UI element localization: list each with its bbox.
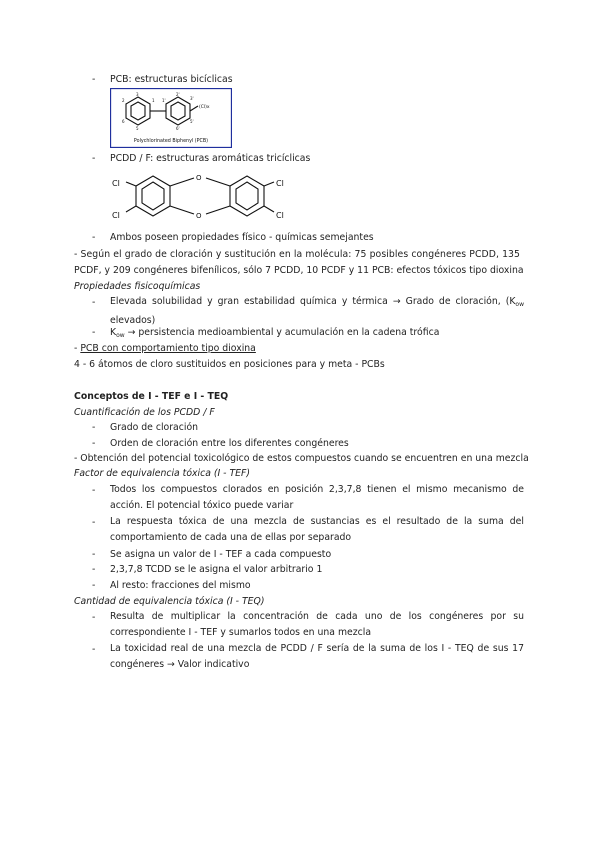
pcdd-structure-diagram	[110, 168, 300, 228]
bullet-dash: -	[92, 422, 96, 433]
pos-label: 2	[122, 98, 125, 103]
chlorine-label: Cl	[112, 179, 120, 188]
pos-label: 6	[122, 119, 125, 124]
factor-item: La respuesta tóxica de una mezcla de sustancias es el resultado de la suma del comportamiento de cada una de ellas por separado	[110, 516, 524, 543]
ring-left-inner	[142, 182, 164, 210]
chlorine-label: Cl	[276, 179, 284, 188]
obtencion-line: - Obtención del potencial toxicológico de estos compuestos cuando se encuentren en una mezcla	[74, 453, 529, 464]
bullet-dash: -	[92, 564, 96, 575]
cantidad-item: Resulta de multiplicar la concentración de cada uno de los congéneres por su correspondiente I - TEF y sumarlos todos en una mezcla	[110, 611, 524, 638]
kow-k: K	[110, 327, 117, 338]
bullet-dash: -	[92, 297, 96, 308]
pos-label: 3	[136, 92, 139, 97]
congeneres-line-1: - Según el grado de cloración y sustitución en la molécula: 75 posibles congéneres PCDD, 135	[74, 249, 521, 260]
kow-subscript: ow	[116, 332, 125, 339]
pcb-figure-caption: Polychlorinated Biphenyl (PCB)	[133, 139, 209, 144]
pos-label: 1	[152, 98, 155, 103]
ring-right-inner	[236, 182, 258, 210]
bullet-dash: -	[92, 485, 96, 496]
prop-item-1	[110, 294, 524, 329]
factor-item: Al resto: fracciones del mismo	[110, 580, 251, 591]
pcb-structure-diagram	[110, 88, 232, 148]
oxygen-label: O	[196, 174, 202, 182]
bullet-dash: -	[92, 644, 96, 655]
pos-label: 5'	[190, 119, 194, 124]
cuant-item: Orden de cloración entre los diferentes congéneres	[110, 438, 349, 449]
pcb-chlorine-label: (Cl)x	[199, 105, 210, 110]
pos-label: 6'	[176, 126, 180, 131]
chlorine-label: Cl	[112, 211, 120, 220]
pcb-structure-figure	[110, 88, 232, 148]
prop-heading: Propiedades fisicoquímicas	[74, 281, 201, 292]
bullet-dash: -	[92, 517, 96, 528]
cl-bond	[264, 182, 274, 186]
congeneres-line-2: PCDF, y 209 congéneres bifenílicos, sólo 7 PCDD, 10 PCDF y 11 PCB: efectos tóxicos tipo dioxina	[74, 265, 524, 276]
prop-item-1-text: Elevada solubilidad y gran estabilidad química y térmica → Grado de cloración, (K	[110, 296, 516, 307]
oxygen-label: O	[196, 212, 202, 220]
bullet-dash: -	[92, 612, 96, 623]
pos-label: 3'	[190, 96, 194, 101]
prop-item-2	[110, 327, 439, 342]
cuant-heading: Cuantificación de los PCDD / F	[74, 407, 215, 418]
bullet-dash: -	[92, 438, 96, 449]
factor-heading: Factor de equivalencia tóxica (I - TEF)	[74, 468, 251, 479]
prop-item-1-end: elevados)	[110, 315, 156, 326]
pcb-dioxina-prefix: -	[74, 343, 81, 354]
pos-label: 5	[136, 126, 139, 131]
chlorine-label: Cl	[276, 211, 284, 220]
bullet-dash: -	[92, 549, 96, 560]
bond	[206, 206, 230, 214]
pcb-dioxina-line	[74, 343, 256, 355]
pcb-item: PCB: estructuras bicíclicas	[110, 74, 233, 85]
bullet-dash: -	[92, 327, 96, 338]
cuant-item: Grado de cloración	[110, 422, 199, 433]
bond	[206, 178, 230, 186]
pos-label: 1'	[162, 98, 166, 103]
prop-item-2-text: → persistencia medioambiental y acumulación en la cadena trófica	[124, 327, 440, 338]
pcdd-item: PCDD / F: estructuras aromáticas tricíclicas	[110, 153, 311, 164]
cl-bond	[264, 206, 274, 212]
bullet-dash: -	[92, 232, 96, 243]
pcb-dioxina-text: PCB con comportamiento tipo dioxina	[80, 343, 256, 354]
bond	[170, 178, 194, 186]
cl-bond	[126, 206, 136, 212]
factor-item: Se asigna un valor de I - TEF a cada compuesto	[110, 549, 332, 560]
factor-item: Todos los compuestos clorados en posición 2,3,7,8 tienen el mismo mecanismo de acción. El potencial tóxico puede variar	[110, 484, 524, 511]
cantidad-heading: Cantidad de equivalencia tóxica (I - TEQ)	[74, 596, 265, 607]
bond	[170, 206, 194, 214]
factor-item: 2,3,7,8 TCDD se le asigna el valor arbitrario 1	[110, 564, 323, 575]
cl-bond	[126, 182, 136, 186]
section-heading-conceptos: Conceptos de I - TEF e I - TEQ	[74, 391, 229, 402]
pos-label: 2'	[176, 92, 180, 97]
bullet-dash: -	[92, 580, 96, 591]
bullet-dash: -	[92, 153, 96, 164]
pcdd-structure-figure	[110, 168, 300, 228]
bullet-dash: -	[92, 74, 96, 85]
ambos-item: Ambos poseen propiedades físico - químicas semejantes	[110, 232, 374, 243]
prop-item-1-subscript: ow	[515, 301, 524, 308]
cantidad-item: La toxicidad real de una mezcla de PCDD / F sería de la suma de los I - TEQ de sus 17 congéneres → Valor indicativo	[110, 643, 524, 670]
atomos-line: 4 - 6 átomos de cloro sustituidos en posiciones para y meta - PCBs	[74, 359, 385, 370]
